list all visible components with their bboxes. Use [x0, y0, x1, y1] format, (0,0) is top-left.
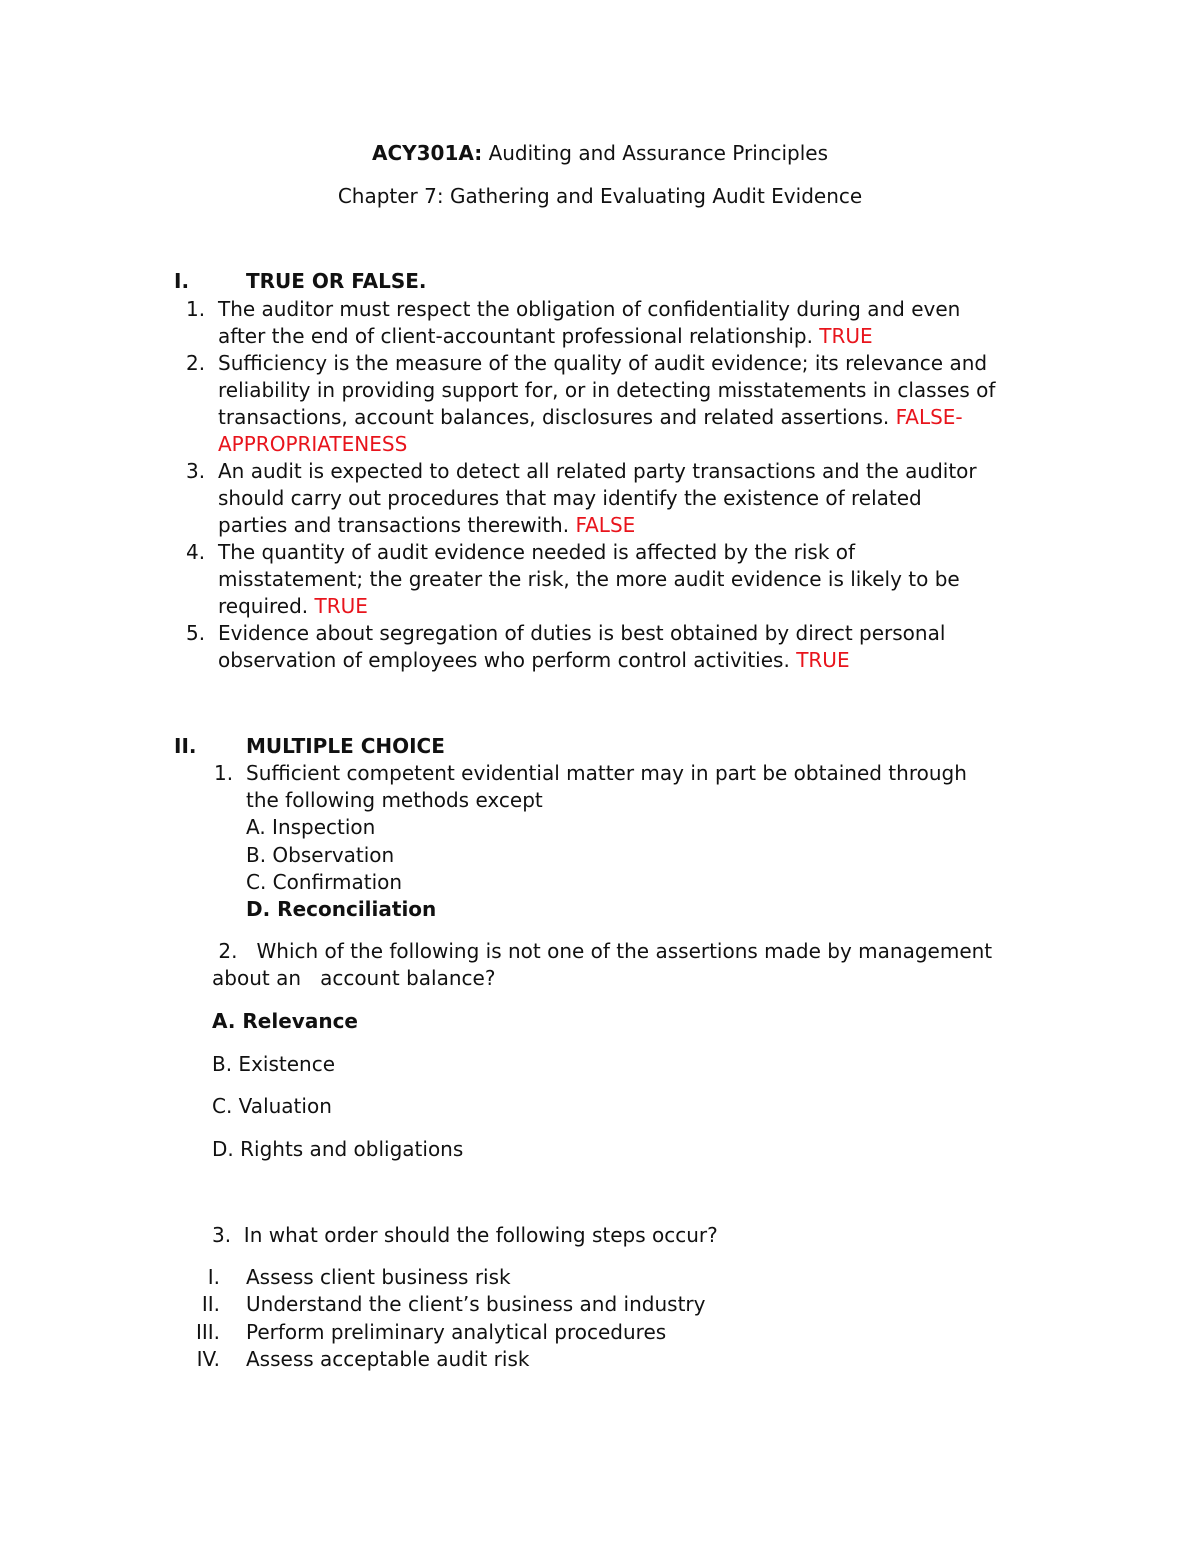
tf-item-3-line1: An audit is expected to detect all related party transactions and the auditor [218, 459, 977, 483]
tf-item-3-answer: FALSE [575, 513, 636, 537]
mc-q2-line1: 2. Which of the following is not one of the assertions made by management [212, 939, 993, 963]
mc-q1-line2: the following methods except [246, 788, 543, 812]
mc-q3-step-2-numeral: II. [201, 1292, 220, 1316]
mc-q3-step-3-text: Perform preliminary analytical procedures [246, 1320, 667, 1344]
mc-q3-step-4 [184, 1346, 529, 1373]
chapter-title: Chapter 7: Gathering and Evaluating Audit Evidence [337, 184, 863, 208]
tf-item-1-answer: TRUE [819, 324, 873, 348]
course-code: ACY301A: [371, 141, 483, 165]
mc-q1-option-d-answer: D. Reconciliation [246, 897, 437, 921]
mc-q1-line1: Sufficient competent evidential matter may in part be obtained through [246, 761, 967, 785]
mc-q1-option-b: B. Observation [246, 843, 395, 867]
tf-item-2-answer-cont: APPROPRIATENESS [218, 432, 408, 456]
mc-q3-question: 3. In what order should the following steps occur? [212, 1223, 718, 1247]
tf-item-1-number: 1. [186, 297, 206, 321]
tf-item-2-line3 [218, 404, 963, 431]
mc-q3-step-1-text: Assess client business risk [246, 1265, 511, 1289]
tf-item-2-number: 2. [186, 351, 206, 375]
mc-q3-step-4-text: Assess acceptable audit risk [246, 1347, 530, 1371]
tf-item-4-line3 [218, 593, 368, 620]
section1-numeral: I. [174, 269, 190, 293]
tf-item-2-text: transactions, account balances, disclosures and related assertions. [218, 405, 896, 429]
mc-q2-option-b: B. Existence [212, 1052, 336, 1076]
tf-item-4-line1: The quantity of audit evidence needed is affected by the risk of [218, 540, 856, 564]
mc-q2-option-c: C. Valuation [212, 1094, 332, 1118]
tf-item-3-text: parties and transactions therewith. [218, 513, 576, 537]
section1-title: TRUE OR FALSE. [246, 269, 427, 293]
tf-item-5-text: observation of employees who perform control activities. [218, 648, 797, 672]
tf-item-5-line1: Evidence about segregation of duties is best obtained by direct personal [218, 621, 946, 645]
tf-item-4-line2: misstatement; the greater the risk, the more audit evidence is likely to be [218, 567, 960, 591]
mc-q2-option-d: D. Rights and obligations [212, 1137, 464, 1161]
tf-item-2-line1: Sufficiency is the measure of the quality of audit evidence; its relevance and [218, 351, 988, 375]
tf-item-1-text: after the end of client-accountant professional relationship. [218, 324, 820, 348]
mc-q3-step-1 [184, 1264, 511, 1291]
tf-item-2-line2: reliability in providing support for, or in detecting misstatements in classes of [218, 378, 996, 402]
tf-item-4-number: 4. [186, 540, 206, 564]
mc-q2-option-a-answer: A. Relevance [212, 1009, 358, 1033]
mc-q3-step-1-numeral: I. [207, 1265, 220, 1289]
tf-item-4-text: required. [218, 594, 315, 618]
mc-q3-step-2 [184, 1291, 705, 1318]
tf-item-3-number: 3. [186, 459, 206, 483]
tf-item-5-line2 [218, 647, 850, 674]
section2-title: MULTIPLE CHOICE [246, 734, 445, 758]
mc-q1-option-a: A. Inspection [246, 815, 376, 839]
mc-q3-step-2-text: Understand the client’s business and industry [246, 1292, 706, 1316]
tf-item-2-answer: FALSE- [895, 405, 963, 429]
tf-item-3-line3 [218, 512, 635, 539]
mc-q3-step-3 [184, 1319, 666, 1346]
mc-q3-step-3-numeral: III. [195, 1320, 220, 1344]
section2-numeral: II. [174, 734, 197, 758]
course-heading [0, 140, 1200, 167]
tf-item-3-line2: should carry out procedures that may identify the existence of related [218, 486, 922, 510]
tf-item-1-line2 [218, 323, 873, 350]
tf-item-1-line1: The auditor must respect the obligation of confidentiality during and even [218, 297, 961, 321]
mc-q1-number: 1. [214, 761, 234, 785]
mc-q3-step-4-numeral: IV. [196, 1347, 220, 1371]
course-title: Auditing and Assurance Principles [482, 141, 828, 165]
tf-item-5-number: 5. [186, 621, 206, 645]
tf-item-5-answer: TRUE [796, 648, 850, 672]
mc-q2-line2: about an account balance? [212, 966, 496, 990]
tf-item-4-answer: TRUE [314, 594, 368, 618]
mc-q1-option-c: C. Confirmation [246, 870, 403, 894]
